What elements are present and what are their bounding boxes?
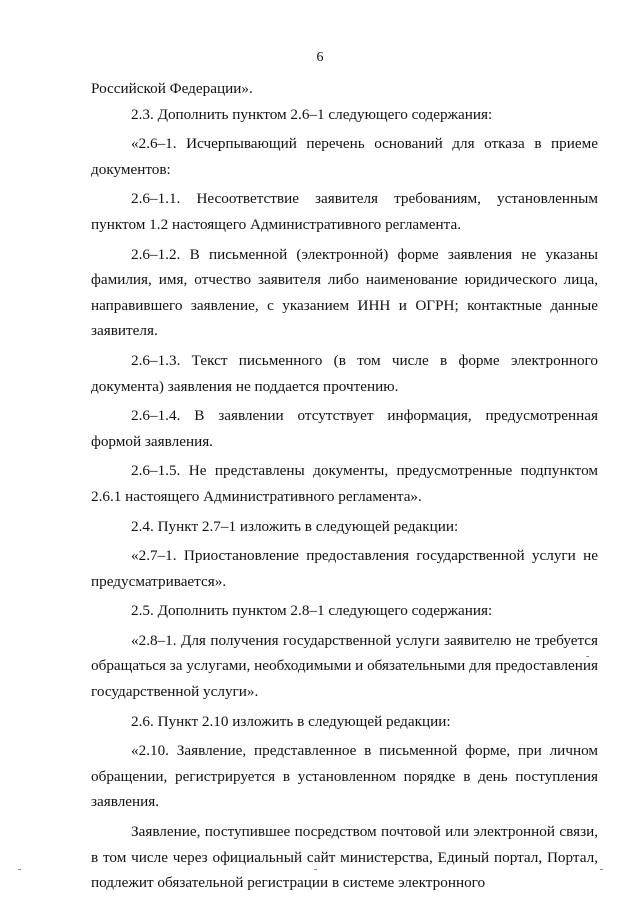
- page-number: 6: [316, 50, 324, 65]
- paragraph: Российской Федерации».: [91, 80, 253, 97]
- scan-speck: [586, 656, 589, 657]
- scan-speck: [18, 869, 21, 870]
- paragraph: 2.6–1.1. Несоответствие заявителя требованиям, установленным пунктом 1.2 настоящего Административного регламента.: [91, 190, 598, 233]
- paragraph: 2.6–1.4. В заявлении отсутствует информация, предусмотренная формой заявления.: [91, 407, 598, 450]
- paragraph: «2.6–1. Исчерпывающий перечень оснований для отказа в приеме документов:: [91, 135, 598, 178]
- paragraph: «2.10. Заявление, представленное в письменной форме, при личном обращении, регистрируется в установленном порядке в день поступления заявления.: [91, 742, 598, 811]
- scan-speck: [314, 869, 317, 870]
- paragraph: 2.6–1.2. В письменной (электронной) форме заявления не указаны фамилия, имя, отчество заявителя либо наименование юридического лица, направившего заявление, с указанием ИНН и ОГРН; контактные данные заявителя.: [91, 245, 598, 340]
- document-body: [91, 76, 598, 896]
- paragraph: 2.4. Пункт 2.7–1 изложить в следующей редакции:: [131, 517, 459, 535]
- paragraph: 2.3. Дополнить пунктом 2.6–1 следующего содержания:: [131, 105, 493, 123]
- paragraph: Заявление, поступившее посредством почтовой или электронной связи, в том числе через официальный сайт министерства, Единый портал, Портал, подлежит обязательной регистрации в системе электронного: [91, 823, 598, 892]
- paragraph: 2.6–1.5. Не представлены документы, предусмотренные подпунктом 2.6.1 настоящего Административного регламента».: [91, 462, 598, 505]
- paragraph: 2.6. Пункт 2.10 изложить в следующей редакции:: [131, 712, 451, 730]
- scan-speck: [600, 869, 603, 870]
- paragraph: 2.5. Дополнить пунктом 2.8–1 следующего содержания:: [131, 602, 493, 620]
- paragraph: 2.6–1.3. Текст письменного (в том числе в форме электронного документа) заявления не поддается прочтению.: [91, 351, 598, 395]
- paragraph: «2.7–1. Приостановление предоставления государственной услуги не предусматривается».: [91, 547, 598, 590]
- paragraph: «2.8–1. Для получения государственной услуги заявителю не требуется обращаться за услугами, необходимыми и обязательными для предоставления государственной услуги».: [91, 631, 598, 701]
